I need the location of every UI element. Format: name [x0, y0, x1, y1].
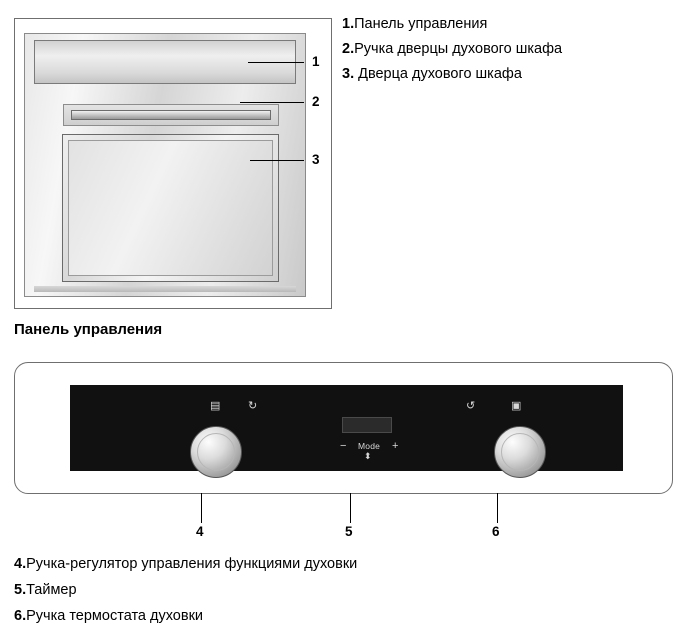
oven-bottom-trim [34, 286, 296, 292]
cp-callout-number-4: 4 [196, 524, 204, 539]
callout-number-1: 1 [312, 54, 320, 69]
legend-item-label: Панель управления [354, 16, 488, 32]
legend-item-label: Дверца духового шкафа [358, 66, 522, 82]
function-control-knob[interactable] [190, 426, 242, 478]
cp-callout-number-6: 6 [492, 524, 500, 539]
timer-mode-icon[interactable]: ⬍ [364, 451, 372, 461]
callout-number-2: 2 [312, 94, 320, 109]
callout-number-3: 3 [312, 152, 320, 167]
legend-item-label: Ручка дверцы духового шкафа [354, 41, 563, 57]
power-indicator-left-icon: ↻ [248, 400, 258, 412]
timer-display [342, 417, 392, 433]
power-indicator-right-icon: ↺ [466, 400, 476, 412]
legend-item [342, 62, 682, 87]
legend-item-number: 1. [342, 16, 355, 32]
legend-item-number: 2. [342, 41, 355, 57]
control-panel-diagram-frame [14, 362, 673, 494]
legend-item [342, 12, 682, 37]
legend-item [342, 37, 682, 62]
legend-item-number: 3. [342, 66, 359, 82]
legend-item [14, 577, 674, 603]
timer-plus-button[interactable]: + [392, 440, 399, 452]
thermostat-control-knob[interactable] [494, 426, 546, 478]
oven-door [62, 134, 279, 282]
section-title: Панель управления [14, 321, 163, 338]
timer-minus-button[interactable]: − [340, 440, 347, 452]
legend-item [14, 603, 674, 629]
control-panel-face [70, 385, 623, 471]
function-selector-icon: ▤ [210, 400, 221, 412]
oven-body [24, 33, 306, 297]
cp-callout-line-5 [350, 493, 351, 523]
legend-item-label: Таймер [26, 582, 77, 598]
cp-callout-number-5: 5 [345, 524, 353, 539]
callout-line-3 [250, 160, 304, 161]
legend-item-label: Ручка термостата духовки [26, 608, 204, 624]
legend-item-number: 4. [14, 556, 27, 572]
top-legend [342, 12, 682, 87]
callout-line-2 [240, 102, 304, 103]
legend-item [14, 551, 674, 577]
cp-callout-line-4 [201, 493, 202, 523]
legend-item-number: 6. [14, 608, 27, 624]
cp-callout-line-6 [497, 493, 498, 523]
legend-item-number: 5. [14, 582, 27, 598]
bottom-legend [14, 551, 674, 629]
legend-item-label: Ручка-регулятор управления функциями духовки [26, 556, 358, 572]
timer-mode-label: Mode [358, 441, 381, 451]
oven-door-handle [71, 110, 271, 120]
callout-line-1 [248, 62, 304, 63]
thermostat-icon: ▣ [511, 400, 522, 412]
oven-door-glass [68, 140, 273, 276]
